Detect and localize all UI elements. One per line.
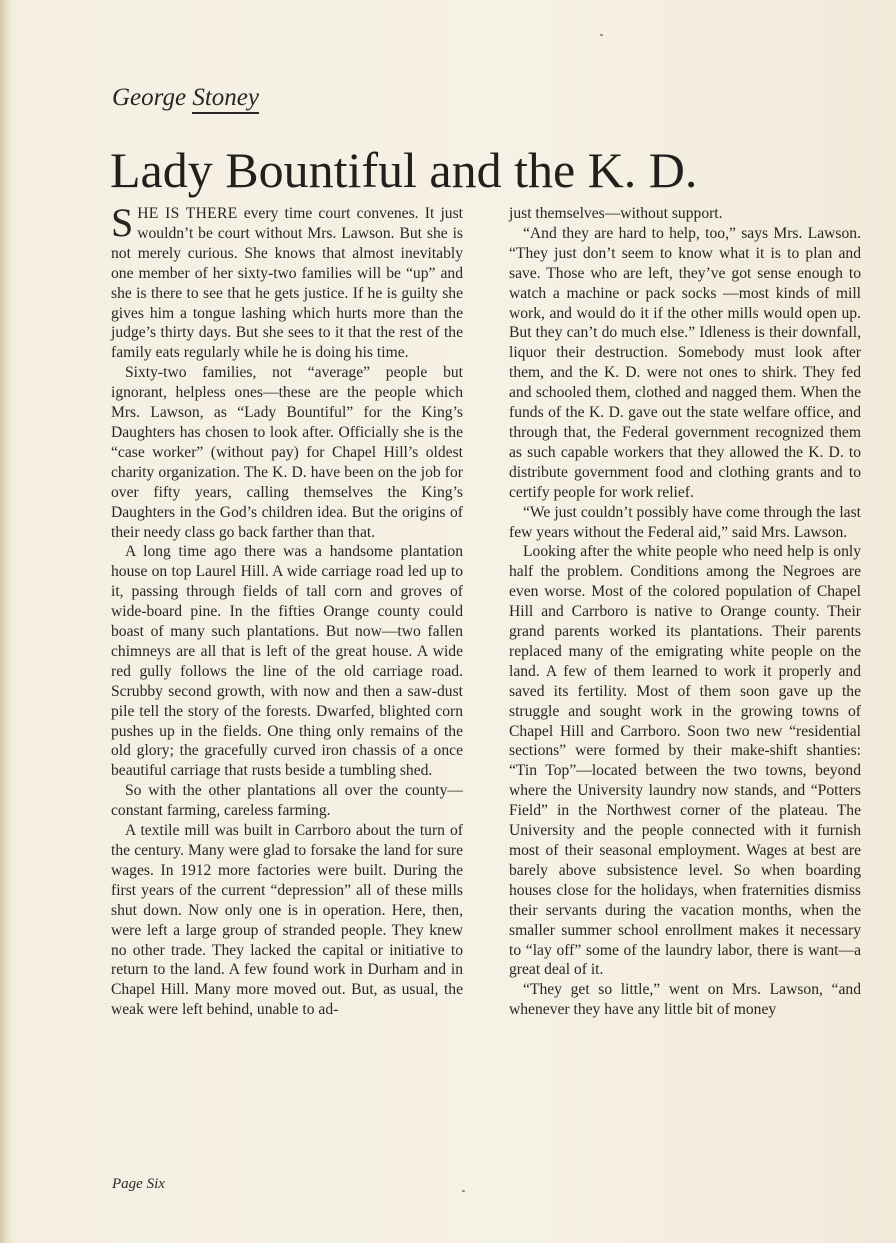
author-byline [112,84,259,112]
author-name: Stoney [192,84,259,114]
paragraph: “And they are hard to help, too,” says Mrs. Lawson. “They just don’t seem to know what it is to plan and save. Those who are left, they’ve got sense enough to watch a machine or pack socks —most kinds of mill work, and would do it if the other mills would open up. But they can’t do much else.” Idleness is their downfall, liquor their destruction. Somebody must look after them, and the K. D. were not ones to shirk. They fed and schooled them, clothed and nagged them. When the funds of the K. D. gave out the state welfare office, and through that, the Federal government recognized them as such capable workers that they allowed the K. D. to distribute government food and clothing grants and to certify people for work relief. [509,224,861,501]
paragraph: So with the other plantations all over the county—constant farming, careless farming. [111,782,463,820]
drop-cap: S [111,200,134,245]
paragraph: “They get so little,” went on Mrs. Lawson, “and whenever they have any little bit of money [509,981,861,1019]
paper-speck [600,34,603,36]
paragraph: Looking after the white people who need help is only half the problem. Conditions among the Negroes are even worse. Most of the colored population of Chapel Hill and Carrboro is native to Orange county. Their grand parents worked its plantations. Their parents replaced many of the emigrating white people on the land. A few of them learned to work it properly and saved its fertility. Most of them soon gave up the struggle and sought work in the growing towns of Chapel Hill and Carrboro. Soon two new “residential sections” were formed by their make-shift shanties: “Tin Top”—located between the two towns, beyond where the University laundry now stands, and “Potters Field” in the Northwest corner of the plateau. The University and the people connected with it furnish most of their seasonal employment. Wages at best are barely above subsistence level. So when boarding houses close for the holidays, when fraternities dismiss their servants during the vacation months, when the smaller summer school enrollment makes it necessary to “lay off” some of the laundry labor, there is want—a great deal of it. [509,543,861,979]
paragraph-text: every time court convenes. It just wouldn’t be court without Mrs. Lawson. But she is not merely curious. She knows that almost inevitably one member of her sixty-two families will be “up” and she is there to see that he gets justice. If he is guilty she gives him a tongue lashing which hurts more than the judge’s thirty days. But she sees to it that the rest of the family eats regularly while he is doing his time. [111,205,463,362]
paragraph: A textile mill was built in Carrboro about the turn of the century. Many were glad to forsake the land for sure wages. In 1912 more factories were built. During the first years of the current “depression” all of these mills shut down. Now only one is in operation. Here, then, were left a large group of stranded people. They knew no other trade. They lacked the capital or initiative to return to the land. A few found work in Durham and in Chapel Hill. Many more moved out. But, as usual, the weak were left behind, unable to ad- [111,822,463,1019]
paragraph: A long time ago there was a handsome plantation house on top Laurel Hill. A wide carriage road led up to it, passing through fields of tall corn and groves of wide-board pine. In the fifties Orange county could boast of many such plantations. But now—two fallen chimneys are all that is left of the great house. A wide red gully follows the line of the old carriage road. Scrubby second growth, with now and then a saw-dust pile tell the story of the forests. Dwarfed, blighted corn pushes up in the fields. One thing only remains of the old glory; the gracefully curved iron chassis of a once beautiful carriage that rusts beside a tumbling shed. [111,543,463,780]
left-column [111,200,463,1020]
page-footer: Page Six [112,1176,165,1192]
lead-in: HE IS THERE [137,205,238,222]
paper-speck [462,1190,465,1192]
right-column [509,204,861,1020]
paragraph: Sixty-two families, not “average” people but ignorant, helpless ones—these are the people which Mrs. Lawson, as “Lady Bountiful” for the King’s Daughters has chosen to look after. Officially she is the “case worker” (without pay) for Chapel Hill’s oldest charity organization. The K. D. have been on the job for over fifty years, calling themselves the King’s Daughters in the God’s children idea. But the origins of their needy class go back farther than that. [111,364,463,541]
paragraph: “We just couldn’t possibly have come through the last few years without the Federal aid,” said Mrs. Lawson. [509,503,861,541]
page-gutter-shadow [0,0,10,1243]
author-first-name: George [112,84,193,111]
paragraph [111,200,463,363]
paragraph: just themselves—without support. [509,205,723,222]
article-title: Lady Bountiful and the K. D. [110,142,698,198]
